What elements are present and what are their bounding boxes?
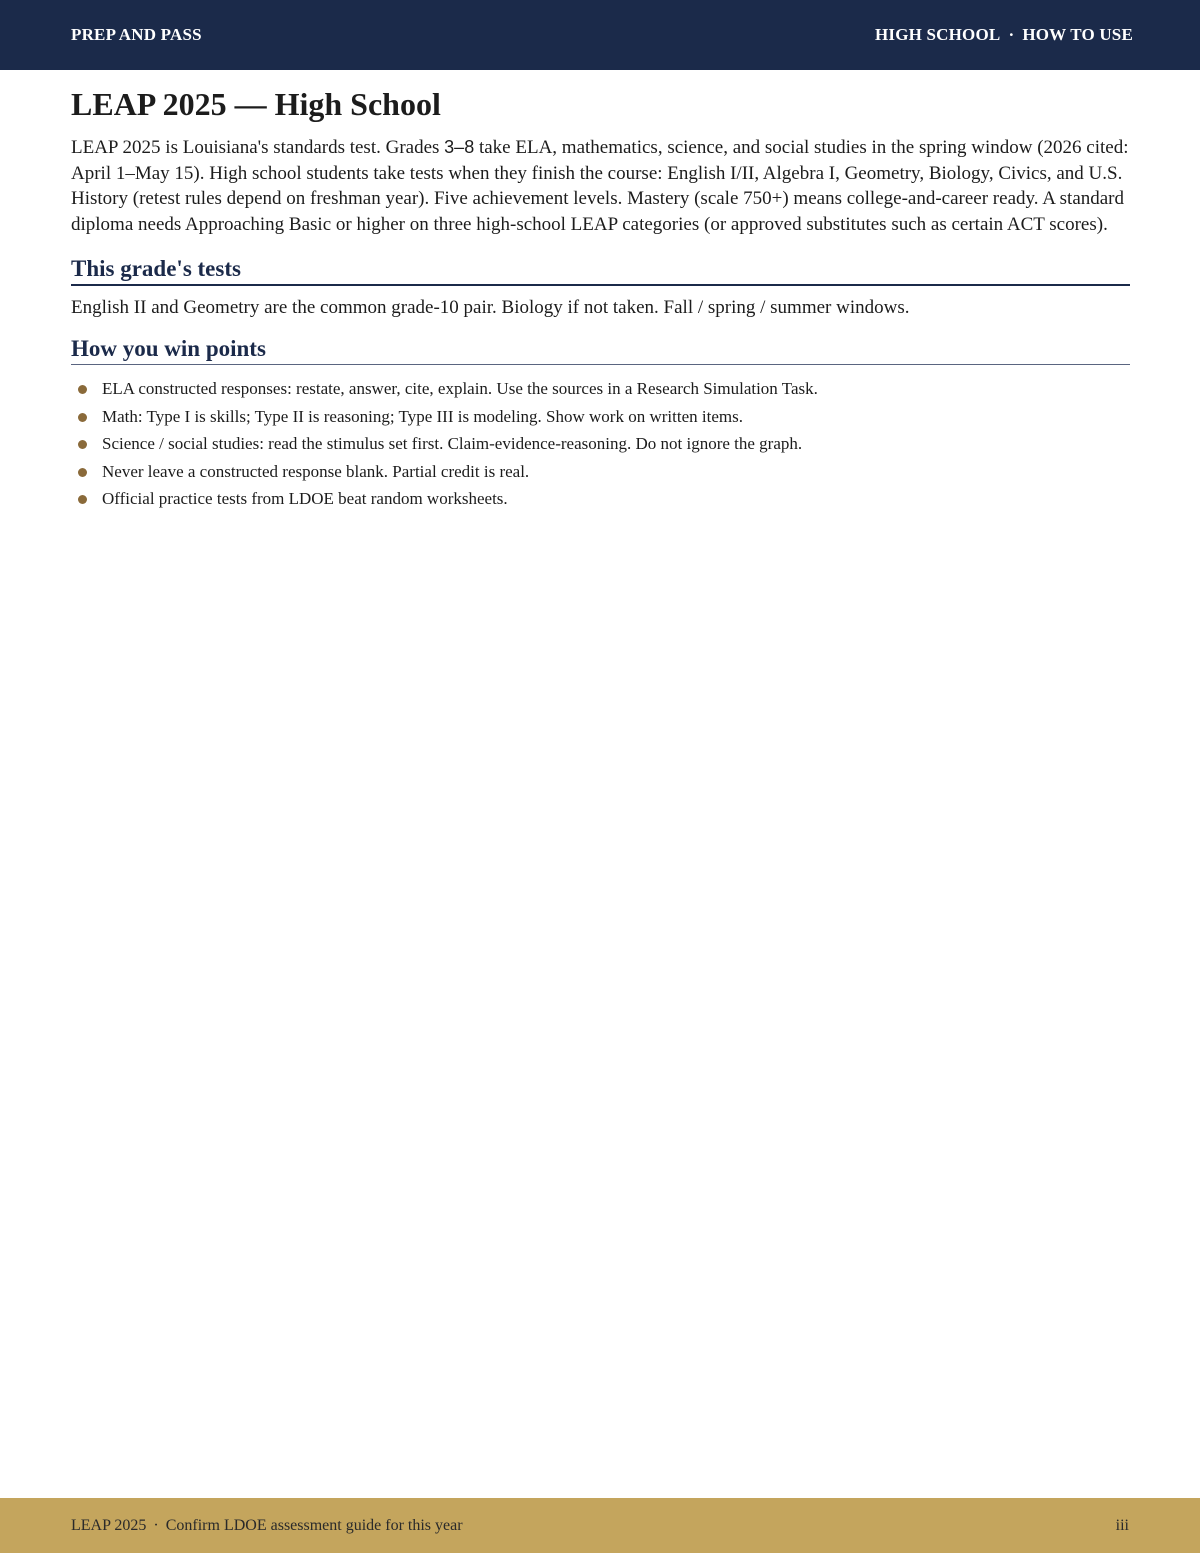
page-number: iii xyxy=(1115,1516,1129,1534)
list-item-text: Never leave a constructed response blank. Partial credit is real. xyxy=(102,461,530,481)
footer-note xyxy=(71,1517,463,1535)
page-header xyxy=(0,0,1200,70)
header-section-label xyxy=(875,25,1133,45)
header-section: HIGH SCHOOL xyxy=(874,25,1001,44)
bullet-icon xyxy=(78,440,87,449)
list-item xyxy=(71,403,1130,431)
points-list xyxy=(71,375,1130,513)
bullet-icon xyxy=(78,413,87,422)
list-item-text: Science / social studies: read the stimulus set first. Claim-evidence-reasoning. Do not ignore the graph. xyxy=(102,434,803,454)
points-heading: How you win points xyxy=(71,335,1130,365)
header-page-topic: HOW TO USE xyxy=(1022,25,1133,44)
page-content xyxy=(71,84,1130,513)
page-title: LEAP 2025 — High School xyxy=(71,86,441,122)
list-item-text: ELA constructed responses: restate, answer, cite, explain. Use the sources in a Research Simulation Task. xyxy=(102,379,818,399)
list-item xyxy=(71,375,1130,403)
intro-paragraph xyxy=(71,135,1130,237)
header-separator: · xyxy=(1008,25,1015,44)
list-item xyxy=(71,485,1130,513)
tests-text: English II and Geometry are the common grade-10 pair. Biology if not taken. Fall / spring / summer windows. xyxy=(71,297,910,319)
intro-text-start: LEAP 2025 is Louisiana's standards test. Grades xyxy=(71,137,445,158)
footer-separator: · xyxy=(153,1516,159,1534)
page-footer xyxy=(0,1498,1200,1553)
footer-title: LEAP 2025 xyxy=(71,1516,147,1534)
bullet-icon xyxy=(78,385,87,394)
list-item xyxy=(71,430,1130,458)
list-item-text: Official practice tests from LDOE beat random worksheets. xyxy=(102,489,508,509)
intro-text-end: take ELA, mathematics, science, and social studies in the spring window (2026 cited: April 1–May 15). High school students take tests when they finish the course: English I/II, Algebra I, Geometry, Biology, Civics, and U.S. History (retest rules depend on freshman year). Five achievement levels. Mastery (scale 750+) means college-and-career ready. A standard diploma needs Approaching Basic or higher on three high-school LEAP categories (or approved substitutes such as certain ACT scores). xyxy=(71,137,1129,235)
list-item xyxy=(71,458,1130,486)
bullet-icon xyxy=(78,495,87,504)
intro-grades: 3–8 xyxy=(444,137,475,157)
bullet-icon xyxy=(78,468,87,477)
list-item-text: Math: Type I is skills; Type II is reasoning; Type III is modeling. Show work on written items. xyxy=(102,406,743,426)
brand-name: PREP AND PASS xyxy=(71,25,202,44)
tests-heading: This grade's tests xyxy=(71,255,1130,286)
footer-note-text: Confirm LDOE assessment guide for this year xyxy=(165,1516,463,1534)
